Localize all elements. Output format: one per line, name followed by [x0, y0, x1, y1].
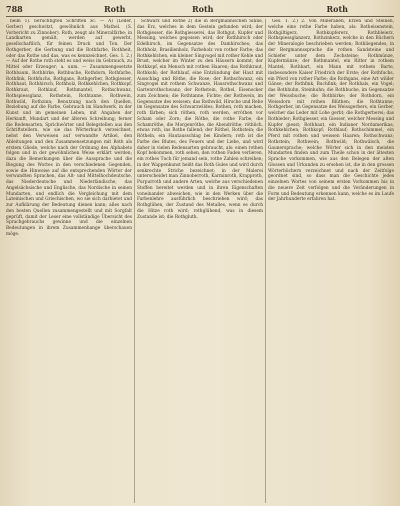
- column-divider-1: [134, 19, 135, 503]
- header-keyword-left: Roth: [104, 4, 126, 14]
- column-divider-2: [265, 19, 266, 503]
- text-column-1: [6, 19, 132, 503]
- text-column-2: [137, 19, 263, 503]
- page-number: 788: [6, 4, 23, 14]
- running-header: [6, 3, 394, 15]
- header-keyword-right: Roth: [326, 4, 348, 14]
- header-keyword-middle: Roth: [192, 4, 214, 14]
- column-2-text: Schwarz und Rothe 2) die in Bergmännischen Sinne, das Erz, welches in dem Gestein gefunden wird; der Rothgiesser, die Rothgiesserei, das Rothgut, Kupfer und Messing, welches gegossen wird; der Rothhirsch oder Edelhirsch, im Gegensatze des Damhirsches; das Rothholz, Brasilienholz, Farbeholz von rother Farbe; das Rothkehlchen, ein kleiner Singvogel mit rother Kehle und Brust, welcher im Winter zu den Häusern kommt; der Rothkopf, ein Mensch mit rothen Haaren; das Rothkraut, Rothkohl; der Rothlauf, eine Entzündung der Haut mit Ausschlag und Röthe, die Rose; der Rothschwanz, ein Singvogel mit rothem Schwanze, Hausrothschwanz und Gartenrothschwanz; der Rothstein, Rothel, Eisenocker zum Zeichnen; die Rothtanne, Fichte; der Rothwein, im Gegensatze des weissen; das Rothwild, Hirsche und Rehe im Gegensatze des Schwarzwildes; Rothen, roth machen, roth färben; sich röthen, roth werden, erröthen vor Scham oder Zorn; die Röthe, die rothe Farbe, die Schamröthe, die Morgenröthe, die Abendröthe; röthlich, etwas roth, ins Rothe fallend; der Röthel, Rothstein; die Rötheln, ein Hautausschlag bei Kindern; roth ist die Farbe des Blutes, des Feuers und der Liebe, und wird daher in vielen Redensarten gebraucht, als: einen rothen Kopf bekommen, roth sehen, den rothen Faden verlieren, ein rothes Tuch für jemand sein, rothe Zahlen schreiben; in der Wappenkunst heißt das Roth Gules und wird durch senkrechte Striche bezeichnet; in der Malerei unterscheidet man Zinnoberroth, Karminroth, Krapproth, Purpurroth und andere Arten, welche aus verschiedenen Stoffen bereitet werden und in ihren Eigenschaften voneinander abweichen, wie in den Werken über die Farbenlehre ausführlich beschrieben wird; das Rothglühen, der Zustand des Metalles, wenn es durch die Hitze roth wird; rothglühend, was in diesem Zustande ist; die Rothgluth.: [137, 19, 263, 220]
- text-column-3: [268, 19, 394, 503]
- column-3-text: Ges. 1. 2.) 2. Von Mineralien, Erzen und Steinen, welche eine rothe Farbe haben, als: Rotheisenstein, Rothgiltigerz, Rothkupfererz, Rothbleierz, Rothspiessglanzerz, Rothzinkerz, welche in den Büchern der Mineralogie beschrieben werden; Rothliegendes, in der Bergmannssprache die rothen Sandsteine und Schiefer unter dem Zechsteine; Rothmünze, Kupfermünze; der Rothmantel, ein Ritter in rothem Mantel; Rothbart, ein Mann mit rothem Barte, insbesondere Kaiser Friedrich der Erste; der Rothfuchs, ein Pferd von rother Farbe; die Rothgans, eine Art wilder Gänse; der Rothfink, Buchfink; der Rothhals, ein Vogel; das Rothhuhn, Steinhuhn; die Rothbuche, im Gegensatze der Weissbuche; die Rothbirke; der Rothdorn, ein Weissdorn mit rothen Blüthen; die Rothtanne; Rothgerber, im Gegensatze des Weissgerbers, ein Gerber, welcher das Leder mit Lohe gerbt; die Rothgerberei; das Rothleder; Rothgiesser, ein Giesser, welcher Messing und Kupfer giesst; Rothhaut, ein Indianer Nordamerikas; Rothkehlchen; Rothkopf; Rothlauf; Rothschimmel, ein Pferd mit rothen und weissen Haaren; Rothschwanz; Rothstein; Rothwein; Rothwild; Rothwälsch, die Gaunersprache; welche Wörter sich in den meisten Mundarten finden und zum Theile schon in der ältesten Sprache vorkommen, wie aus den Belegen der alten Glossen und Urkunden zu ersehen ist, die in den grossen Wörterbüchern verzeichnet und nach der Zeitfolge geordnet sind, so dass man die Geschichte jedes einzelnen Wortes von seinem ersten Vorkommen bis in die neuere Zeit verfolgen und die Veränderungen in Form und Bedeutung erkennen kann, welche es im Laufe der Jahrhunderte erfahren hat.: [268, 19, 394, 203]
- header-rule: [6, 16, 394, 17]
- column-1-text: heim 1). berüchtigten Schriften zc. — A) (Leder, Gerber) geschwitzt, gewöhnlich aus Mathel. (S. Vorbericht zu Zinnober). Roth, zeugt als Mineralfärbe; in Landkarten gemält, werden auf gewerbt, gesellschaftlich, für feinen Druck und Ton. Der Rothgerber, die Gerbung und die Rothfarbe, Rothheit, oder das Rothe und das, was es kennzeichnet, Ges. 1. 2.) — Auf der Rothe roth steht es und weiss im Gebrauch, zu Mittel oder Erzeuger; a. unm. — Zusammengesetzte Rothbaum, Rothbirke, Rothbuche, Rothdorn, Rothfarbe, Rothfink, Rothfuchs, Rothgans, Rothgerber, Rothgiesser, Rothhaut, Rothhirsch, Rothholz, Rothkehlchen, Rothkopf, Rothkraut, Rothlauf, Rothmantel, Rothschwanz, Rothspiessglanz, Rothstein, Rothtanne, Rothwein, Rothwild, Rothzinn; Benutzung nach den Quellen, Beziehung auf die Farbe, Gebrauch im Handwerk, in der Kunst und im gemeinen Leben, mit Angaben der Herkunft, Mundart und der älteren Schreibung; ferner die Redensarten, Sprichwörter und Belegstellen aus den Schriftstellern, wie sie das Wörterbuch verzeichnet, nebst den Verweisen auf verwandte Artikel, den Ableitungen und den Zusammensetzungen mit Roth als erstem Gliede, welche nach der Ordnung des Alphabets folgen und in der gewöhnlichen Weise erklärt werden; dazu die Bemerkungen über die Aussprache und die Biegung des Wortes in den verschiedenen Gegenden, sowie die Hinweise auf die entsprechenden Wörter der verwandten Sprachen, das Alt- und Mittelhochdeutsche, das Niederdeutsche und Niederländische, das Angelsächsische und Englische, das Nordische in seinen Mundarten, und endlich die Vergleichung mit dem Lateinischen und Griechischen, wo sie sich darbietet und zur Aufklärung der Bedeutung dienen kann; alles nach den besten Quellen zusammengestellt und mit Sorgfalt geprüft, damit der Leser eine vollständige Übersicht des Sprachgebrauchs gewinne und die einzelnen Bedeutungen in ihrem Zusammenhange überschauen möge.: [6, 19, 132, 237]
